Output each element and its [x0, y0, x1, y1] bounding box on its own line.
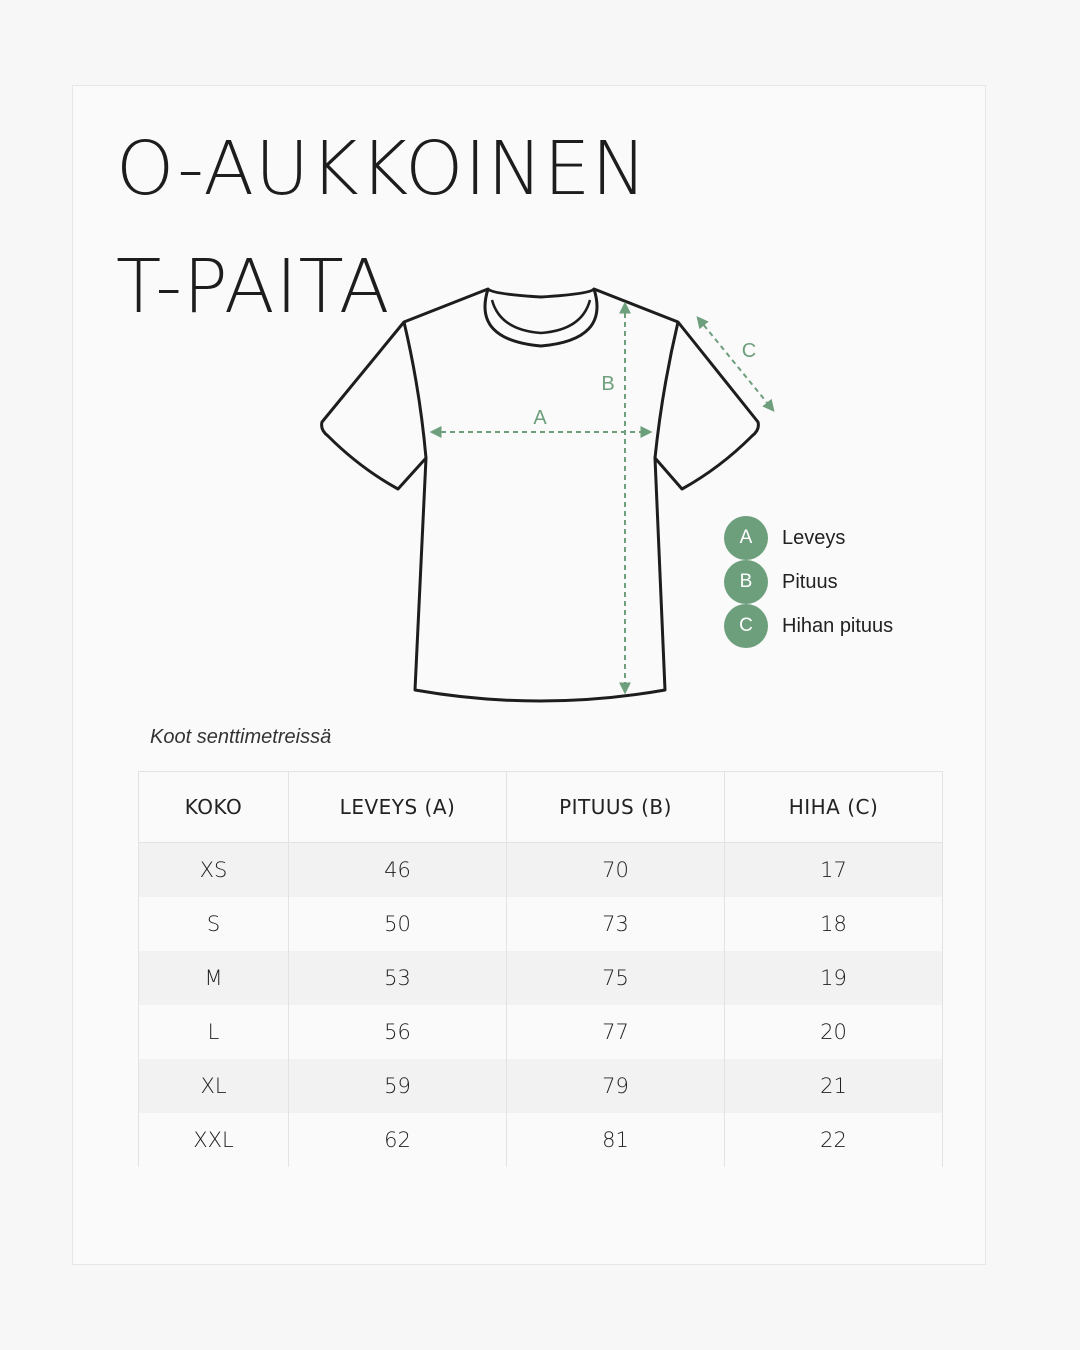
size-table — [138, 771, 943, 1167]
table-header-row — [139, 772, 943, 843]
cell-length: 73 — [507, 897, 725, 951]
cell-width: 59 — [289, 1059, 507, 1113]
cell-sleeve: 21 — [725, 1059, 943, 1113]
cell-width: 62 — [289, 1113, 507, 1167]
table-row — [139, 897, 943, 951]
legend-label-b: Pituus — [782, 570, 838, 593]
header-sleeve: HIHA (C) — [725, 772, 943, 843]
cell-sleeve: 17 — [725, 843, 943, 898]
cell-size: XXL — [139, 1113, 289, 1167]
cell-sleeve: 22 — [725, 1113, 943, 1167]
legend-item-b — [724, 560, 964, 604]
cell-length: 79 — [507, 1059, 725, 1113]
cell-length: 81 — [507, 1113, 725, 1167]
legend-label-a: Leveys — [782, 526, 846, 549]
shirt-outline — [322, 289, 759, 701]
cell-size: M — [139, 951, 289, 1005]
legend-badge-c: C — [724, 604, 768, 648]
page-title-line-1: O-AUKKOINEN — [116, 126, 648, 212]
cell-width: 53 — [289, 951, 507, 1005]
page-title-line-2: T-PAITA — [116, 244, 391, 330]
legend-label-c: Hihan pituus — [782, 614, 894, 637]
units-note: Koot senttimetreissä — [150, 726, 332, 748]
legend-badge-b: B — [724, 560, 768, 604]
measure-label-a: A — [533, 407, 547, 429]
cell-size: XS — [139, 843, 289, 898]
table-row — [139, 1113, 943, 1167]
cell-size: XL — [139, 1059, 289, 1113]
measurement-legend — [724, 516, 964, 648]
cell-sleeve: 19 — [725, 951, 943, 1005]
table-row — [139, 1005, 943, 1059]
cell-width: 50 — [289, 897, 507, 951]
cell-length: 77 — [507, 1005, 725, 1059]
cell-length: 75 — [507, 951, 725, 1005]
header-size: KOKO — [139, 772, 289, 843]
legend-item-a — [724, 516, 964, 560]
cell-width: 46 — [289, 843, 507, 898]
cell-sleeve: 18 — [725, 897, 943, 951]
cell-size: L — [139, 1005, 289, 1059]
t-shirt-icon — [300, 280, 800, 720]
cell-length: 70 — [507, 843, 725, 898]
table-row — [139, 843, 943, 898]
cell-width: 56 — [289, 1005, 507, 1059]
header-length: PITUUS (B) — [507, 772, 725, 843]
cell-size: S — [139, 897, 289, 951]
cell-sleeve: 20 — [725, 1005, 943, 1059]
table-row — [139, 951, 943, 1005]
measure-label-b: B — [601, 373, 615, 395]
legend-badge-a: A — [724, 516, 768, 560]
table-row — [139, 1059, 943, 1113]
measure-label-c: C — [741, 340, 757, 362]
legend-item-c — [724, 604, 964, 648]
header-width: LEVEYS (A) — [289, 772, 507, 843]
